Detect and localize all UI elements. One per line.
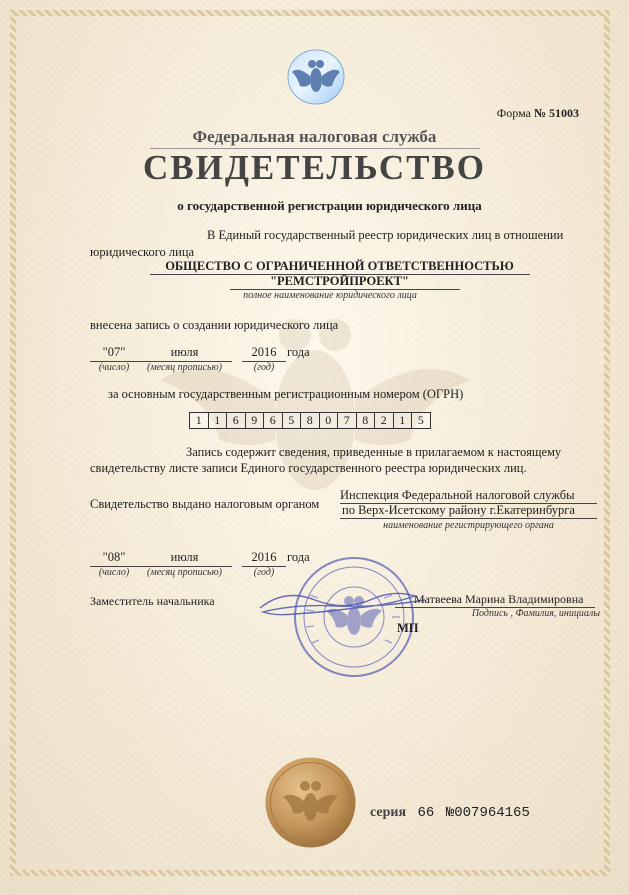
signer-hint: Подпись , Фамилия, инициалы: [471, 608, 600, 619]
signer-name: Матвеева Марина Владимировна: [414, 592, 584, 606]
entry-text: внесена запись о создании юридического лица: [90, 318, 339, 332]
entry-day: "07": [102, 345, 126, 359]
hologram-emblem-icon: [286, 48, 346, 106]
company-name-line1: ОБЩЕСТВО С ОГРАНИЧЕННОЙ ОТВЕТСТВЕННОСТЬЮ: [165, 259, 514, 273]
issue-month-hint: (месяц прописью): [147, 567, 222, 578]
gold-seal-icon: [263, 755, 358, 850]
ogrn-digit: 2: [374, 412, 394, 429]
agency-name: Федеральная налоговая служба: [192, 127, 437, 146]
intro-text-line1: В Единый государственный реестр юридических лиц в отношении: [207, 228, 564, 242]
ogrn-digit: 6: [226, 412, 246, 429]
entry-month-hint: (месяц прописью): [147, 362, 222, 373]
ogrn-digit: 8: [300, 412, 320, 429]
issue-year: 2016: [251, 550, 277, 564]
ogrn-digit: 1: [393, 412, 413, 429]
document-title: СВИДЕТЕЛЬСТВО: [142, 148, 487, 187]
ogrn-digit: 8: [356, 412, 376, 429]
authority-underline2: [340, 518, 597, 519]
ogrn-digit: 6: [263, 412, 283, 429]
entry-year: 2016: [251, 345, 277, 359]
entry-year-word: года: [287, 345, 310, 359]
record-text-line1: Запись содержит сведения, приведенные в прилагаемом к настоящему: [186, 445, 562, 459]
signer-position: Заместитель начальника: [90, 594, 215, 608]
series-code: 66: [417, 805, 435, 821]
ogrn-label: за основным государственным регистрационным номером (ОГРН): [108, 387, 464, 401]
entry-month: июля: [170, 345, 199, 359]
entry-day-hint: (число): [98, 362, 130, 373]
series-block: [370, 805, 530, 821]
issue-month: июля: [170, 550, 199, 564]
issue-day: "08": [102, 550, 126, 564]
series-number: №007964165: [445, 805, 530, 821]
issued-label: Свидетельство выдано налоговым органом: [90, 497, 320, 511]
ogrn-digit: 1: [208, 412, 228, 429]
ogrn-boxes: [190, 412, 431, 429]
ogrn-digit: 9: [245, 412, 265, 429]
ogrn-digit: 7: [337, 412, 357, 429]
mp-mark: МП: [397, 621, 419, 635]
ogrn-digit: 5: [411, 412, 431, 429]
company-name-line2: "РЕМСТРОЙПРОЕКТ": [270, 274, 409, 288]
intro-text-line2: юридического лица: [90, 245, 195, 259]
issue-year-word: года: [287, 550, 310, 564]
issue-day-hint: (число): [98, 567, 130, 578]
ogrn-digit: 1: [189, 412, 209, 429]
ogrn-digit: 5: [282, 412, 302, 429]
ogrn-digit: 0: [319, 412, 339, 429]
authority-line2: по Верх-Исетскому району г.Екатеринбурга: [342, 503, 575, 517]
authority-line1: Инспекция Федеральной налоговой службы: [340, 488, 575, 502]
company-hint: полное наименование юридического лица: [243, 290, 417, 301]
authority-hint: наименование регистрирующего органа: [383, 520, 554, 531]
issue-year-hint: (год): [253, 567, 275, 578]
entry-year-hint: (год): [253, 362, 275, 373]
form-number: Форма № 51003: [496, 106, 579, 120]
record-text-line2: свидетельству листе записи Единого государственного реестра юридических лиц.: [90, 461, 527, 475]
series-label: серия: [370, 805, 407, 820]
document-subtitle: о государственной регистрации юридического лица: [177, 198, 482, 213]
